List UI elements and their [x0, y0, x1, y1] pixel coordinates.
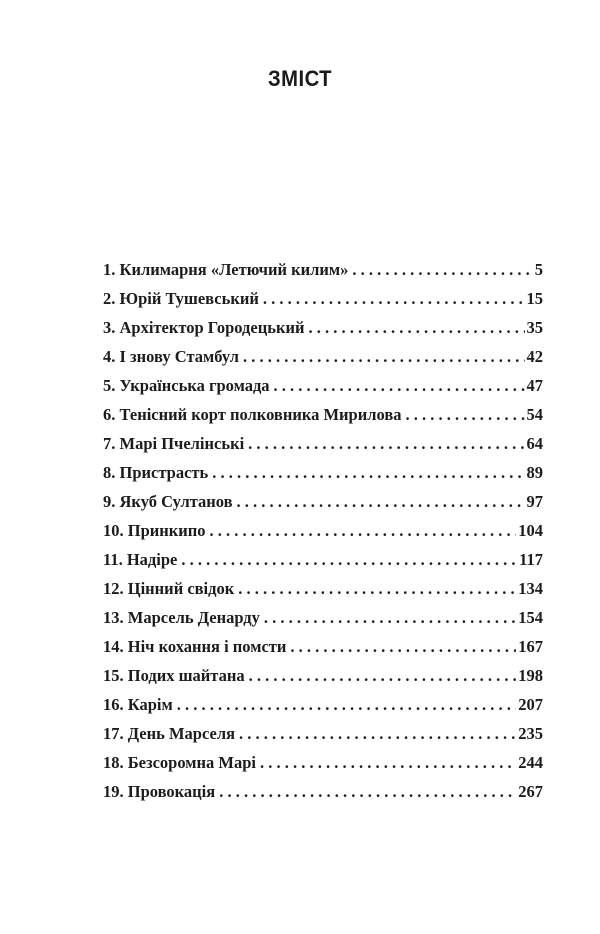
toc-entry[interactable] — [103, 434, 543, 463]
toc-entry-label: 2. Юрій Тушевський — [103, 289, 259, 308]
toc-entry[interactable] — [103, 289, 543, 318]
toc-dot-leader — [308, 318, 524, 338]
toc-dot-leader — [264, 608, 516, 628]
toc-entry-label: 16. Карім — [103, 695, 173, 714]
toc-dot-leader — [238, 579, 516, 599]
toc-entry-label: 17. День Марселя — [103, 724, 236, 743]
toc-dot-leader — [219, 782, 516, 802]
toc-entry[interactable] — [103, 260, 543, 289]
toc-dot-leader — [274, 376, 525, 396]
toc-entry[interactable] — [103, 376, 543, 405]
toc-dot-leader — [237, 492, 525, 512]
toc-entry[interactable] — [103, 782, 543, 811]
toc-entry-label: 5. Українська громада — [103, 376, 270, 395]
toc-entry-label: 7. Марі Пчелінські — [103, 434, 245, 453]
toc-entry[interactable] — [103, 579, 543, 608]
toc-entry-label: 9. Якуб Султанов — [103, 492, 233, 511]
toc-entry-label: 12. Цінний свідок — [103, 579, 235, 598]
toc-entry[interactable] — [103, 695, 543, 724]
table-of-contents — [103, 260, 543, 811]
toc-dot-leader — [352, 260, 532, 280]
toc-entry-label: 13. Марсель Денарду — [103, 608, 260, 627]
toc-dot-leader — [248, 434, 524, 454]
toc-entry-page: 235 — [518, 724, 543, 743]
toc-entry-label: 11. Надіре — [103, 550, 178, 569]
toc-dot-leader — [263, 289, 525, 309]
toc-entry-page: 267 — [518, 782, 543, 801]
toc-entry-page: 104 — [518, 521, 543, 540]
toc-entry-page: 167 — [518, 637, 543, 656]
toc-dot-leader — [210, 521, 517, 541]
toc-dot-leader — [239, 724, 516, 744]
toc-dot-leader — [243, 347, 525, 367]
toc-entry-label: 6. Тенісний корт полковника Мирилова — [103, 405, 402, 424]
toc-dot-leader — [181, 550, 517, 570]
toc-entry[interactable] — [103, 608, 543, 637]
toc-entry[interactable] — [103, 318, 543, 347]
toc-entry-label: 3. Архітектор Городецький — [103, 318, 305, 337]
toc-entry-label: 1. Килимарня «Летючий килим» — [103, 260, 349, 279]
toc-entry[interactable] — [103, 521, 543, 550]
toc-entry-label: 10. Принкипо — [103, 521, 206, 540]
toc-entry[interactable] — [103, 463, 543, 492]
toc-dot-leader — [290, 637, 516, 657]
toc-entry-label: 18. Безсоромна Марі — [103, 753, 257, 772]
toc-entry[interactable] — [103, 550, 543, 579]
toc-entry-label: 19. Провокація — [103, 782, 216, 801]
toc-dot-leader — [249, 666, 517, 686]
toc-entry-page: 117 — [519, 550, 543, 569]
toc-entry-page: 64 — [526, 434, 543, 453]
toc-entry-page: 207 — [518, 695, 543, 714]
toc-entry[interactable] — [103, 492, 543, 521]
toc-entry-page: 5 — [534, 260, 543, 279]
toc-entry-label: 4. І знову Стамбул — [103, 347, 239, 366]
page-title: ЗМІСТ — [268, 66, 332, 91]
toc-dot-leader — [177, 695, 517, 715]
toc-entry-label: 14. Ніч кохання і помсти — [103, 637, 287, 656]
toc-entry[interactable] — [103, 347, 543, 376]
toc-entry[interactable] — [103, 637, 543, 666]
toc-entry-page: 134 — [518, 579, 543, 598]
toc-entry-label: 8. Пристрасть — [103, 463, 209, 482]
toc-entry[interactable] — [103, 753, 543, 782]
toc-entry-page: 198 — [518, 666, 543, 685]
toc-entry-label: 15. Подих шайтана — [103, 666, 245, 685]
toc-entry[interactable] — [103, 724, 543, 753]
toc-entry[interactable] — [103, 405, 543, 434]
toc-entry-page: 244 — [518, 753, 543, 772]
toc-entry-page: 42 — [526, 347, 543, 366]
toc-entry-page: 15 — [526, 289, 543, 308]
toc-dot-leader — [260, 753, 516, 773]
toc-entry-page: 154 — [518, 608, 543, 627]
toc-entry-page: 35 — [526, 318, 543, 337]
toc-dot-leader — [212, 463, 524, 483]
toc-entry-page: 47 — [526, 376, 543, 395]
toc-entry-page: 54 — [526, 405, 543, 424]
toc-dot-leader — [406, 405, 525, 425]
toc-entry-page: 97 — [526, 492, 543, 511]
toc-entry[interactable] — [103, 666, 543, 695]
toc-entry-page: 89 — [526, 463, 543, 482]
